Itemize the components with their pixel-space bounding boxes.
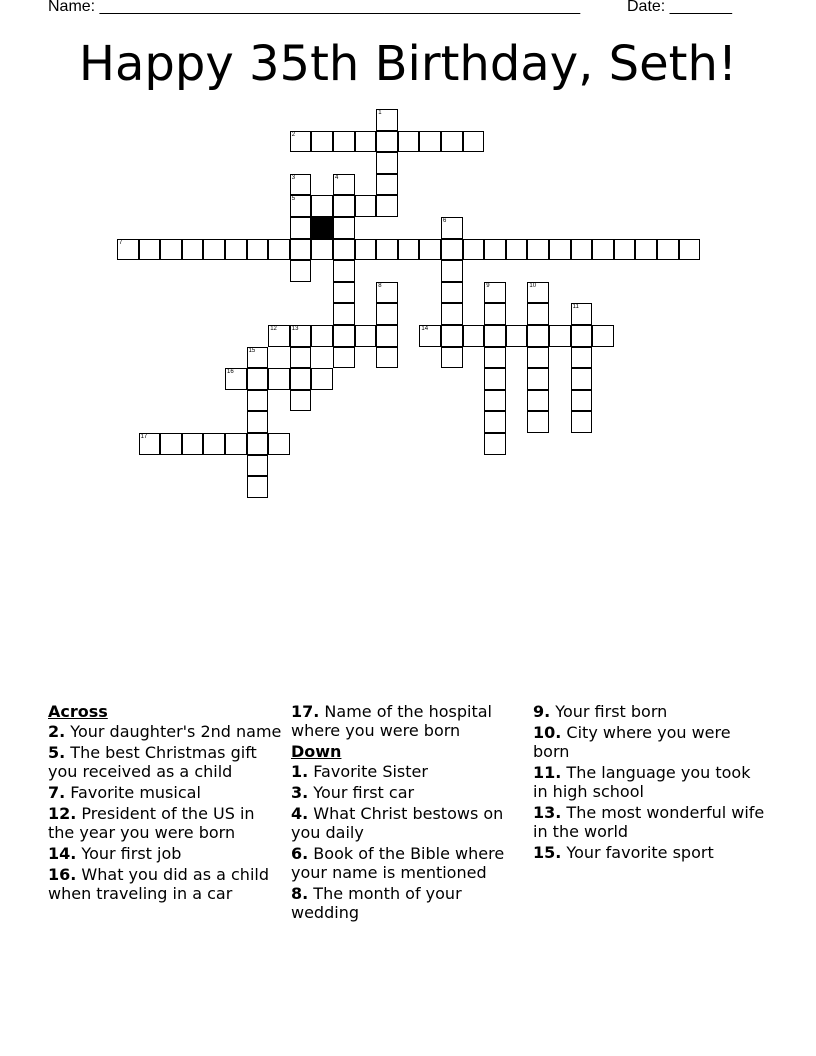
clue-number-label: 9	[486, 282, 490, 289]
grid-cell[interactable]	[376, 152, 398, 174]
clue-text: Your daughter's 2nd name	[65, 722, 282, 741]
grid-cell[interactable]	[441, 347, 463, 369]
across-clue-list-continued	[291, 702, 523, 740]
grid-cell[interactable]	[247, 476, 269, 498]
clue-number: 11.	[533, 763, 562, 782]
grid-cell[interactable]	[441, 282, 463, 304]
clue-column-2	[291, 702, 523, 924]
clue-number: 17.	[291, 702, 320, 721]
grid-cell[interactable]	[333, 195, 355, 217]
clue-item	[291, 702, 523, 740]
grid-cell[interactable]	[571, 239, 593, 261]
grid-cell[interactable]	[527, 239, 549, 261]
grid-cell[interactable]	[441, 303, 463, 325]
grid-cell[interactable]	[290, 195, 312, 217]
clue-text: Book of the Bible where your name is mentioned	[291, 844, 505, 882]
clue-item	[291, 783, 523, 802]
grid-cell[interactable]	[333, 239, 355, 261]
grid-cell[interactable]	[506, 239, 528, 261]
grid-cell[interactable]	[355, 195, 377, 217]
grid-cell[interactable]	[268, 433, 290, 455]
grid-cell[interactable]	[527, 325, 549, 347]
grid-cell[interactable]	[333, 131, 355, 153]
grid-cell[interactable]	[290, 131, 312, 153]
clue-text: Name of the hospital where you were born	[291, 702, 492, 740]
grid-cell[interactable]	[571, 325, 593, 347]
grid-cell[interactable]	[376, 347, 398, 369]
grid-cell[interactable]	[527, 411, 549, 433]
clue-number: 15.	[533, 843, 562, 862]
grid-cell[interactable]	[527, 368, 549, 390]
grid-cell[interactable]	[311, 325, 333, 347]
grid-cell[interactable]	[463, 131, 485, 153]
grid-cell[interactable]	[355, 239, 377, 261]
grid-cell[interactable]	[549, 325, 571, 347]
clue-number-label: 5	[291, 196, 296, 203]
grid-cell[interactable]	[355, 325, 377, 347]
down-clue-list	[291, 762, 523, 922]
grid-cell[interactable]	[117, 239, 139, 261]
grid-cell[interactable]	[376, 325, 398, 347]
clue-number-label: 14	[421, 326, 429, 332]
across-heading: Across	[48, 702, 108, 721]
clue-number: 9.	[533, 702, 551, 721]
grid-cell[interactable]	[441, 325, 463, 347]
grid-cell[interactable]	[160, 239, 182, 261]
grid-cell[interactable]	[311, 195, 333, 217]
clue-number: 3.	[291, 783, 309, 802]
grid-cell[interactable]	[376, 282, 398, 304]
grid-cell[interactable]	[376, 174, 398, 196]
grid-cell[interactable]	[268, 325, 290, 347]
grid-cell[interactable]	[203, 239, 225, 261]
grid-cell[interactable]	[592, 325, 614, 347]
grid-cell[interactable]	[311, 131, 333, 153]
black-square	[311, 217, 333, 239]
grid-cell[interactable]	[635, 239, 657, 261]
grid-cell[interactable]	[614, 239, 636, 261]
down-heading: Down	[291, 742, 342, 761]
grid-cell[interactable]	[441, 239, 463, 261]
clue-text: City where you were born	[533, 723, 731, 761]
grid-cell[interactable]	[182, 239, 204, 261]
grid-cell[interactable]	[484, 390, 506, 412]
grid-cell[interactable]	[225, 239, 247, 261]
clue-item	[291, 844, 523, 882]
grid-cell[interactable]	[549, 239, 571, 261]
grid-cell[interactable]	[398, 239, 420, 261]
grid-cell[interactable]	[333, 347, 355, 369]
clue-number-label: 8	[378, 282, 382, 289]
grid-cell[interactable]	[484, 303, 506, 325]
clue-text: Your favorite sport	[561, 843, 714, 862]
clue-item	[48, 844, 284, 863]
grid-cell[interactable]	[484, 239, 506, 261]
grid-cell[interactable]	[657, 239, 679, 261]
grid-cell[interactable]	[247, 390, 269, 412]
clue-text: President of the US in the year you were born	[48, 804, 255, 842]
grid-cell[interactable]	[139, 433, 161, 455]
grid-cell[interactable]	[592, 239, 614, 261]
grid-cell[interactable]	[355, 131, 377, 153]
clue-number: 7.	[48, 783, 66, 802]
grid-cell[interactable]	[333, 325, 355, 347]
grid-cell[interactable]	[376, 195, 398, 217]
clue-number: 13.	[533, 803, 562, 822]
grid-cell[interactable]	[463, 239, 485, 261]
grid-cell[interactable]	[484, 368, 506, 390]
grid-cell[interactable]	[484, 282, 506, 304]
clue-item	[48, 865, 284, 903]
clue-number: 5.	[48, 743, 66, 762]
grid-cell[interactable]	[333, 217, 355, 239]
clue-text: Favorite musical	[65, 783, 201, 802]
grid-cell[interactable]	[139, 239, 161, 261]
clue-item	[48, 743, 284, 781]
clue-number: 1.	[291, 762, 309, 781]
grid-cell[interactable]	[419, 239, 441, 261]
grid-cell[interactable]	[268, 368, 290, 390]
name-field-label[interactable]: Name: ______________________________________________________	[48, 0, 581, 15]
clue-number-label: 17	[140, 434, 148, 440]
grid-cell[interactable]	[311, 239, 333, 261]
grid-cell[interactable]	[571, 368, 593, 390]
grid-cell[interactable]	[311, 368, 333, 390]
grid-cell[interactable]	[571, 347, 593, 369]
clue-number-label: 6	[443, 218, 447, 224]
clue-text: The language you took in high school	[533, 763, 751, 801]
clue-item	[291, 762, 523, 781]
grid-cell[interactable]	[463, 325, 485, 347]
grid-cell[interactable]	[290, 239, 312, 261]
grid-cell[interactable]	[506, 325, 528, 347]
clue-number: 2.	[48, 722, 66, 741]
grid-cell[interactable]	[290, 325, 312, 347]
grid-cell[interactable]	[376, 239, 398, 261]
grid-cell[interactable]	[290, 174, 312, 196]
page-title: Happy 35th Birthday, Seth!	[78, 36, 738, 92]
grid-cell[interactable]	[268, 239, 290, 261]
grid-cell[interactable]	[571, 411, 593, 433]
grid-cell[interactable]	[484, 347, 506, 369]
clue-number: 16.	[48, 865, 77, 884]
grid-cell[interactable]	[376, 131, 398, 153]
grid-cell[interactable]	[484, 411, 506, 433]
grid-cell[interactable]	[333, 303, 355, 325]
grid-cell[interactable]	[225, 368, 247, 390]
clue-number: 4.	[291, 804, 309, 823]
clue-column-1	[48, 702, 284, 905]
clue-text: Your first job	[76, 844, 182, 863]
grid-cell[interactable]	[203, 433, 225, 455]
clue-number-label: 10	[529, 282, 537, 289]
clue-number: 8.	[291, 884, 309, 903]
clue-item	[533, 723, 769, 761]
grid-cell[interactable]	[441, 260, 463, 282]
grid-cell[interactable]	[247, 347, 269, 369]
clue-number: 12.	[48, 804, 77, 823]
grid-cell[interactable]	[441, 217, 463, 239]
clue-column-3	[533, 702, 769, 864]
clue-number-label: 15	[248, 347, 256, 354]
grid-cell[interactable]	[419, 325, 441, 347]
clue-number-label: 1	[378, 110, 382, 116]
grid-cell[interactable]	[290, 368, 312, 390]
clue-number: 6.	[291, 844, 309, 863]
clue-item	[48, 804, 284, 842]
grid-cell[interactable]	[376, 303, 398, 325]
grid-cell[interactable]	[333, 260, 355, 282]
grid-cell[interactable]	[571, 390, 593, 412]
grid-cell[interactable]	[484, 433, 506, 455]
clue-number-label: 13	[291, 326, 299, 332]
grid-cell[interactable]	[527, 347, 549, 369]
grid-cell[interactable]	[679, 239, 701, 261]
clue-number-label: 3	[291, 174, 296, 181]
grid-cell[interactable]	[419, 131, 441, 153]
clue-item	[48, 722, 284, 741]
grid-cell[interactable]	[247, 411, 269, 433]
clue-text: The best Christmas gift you received as a child	[48, 743, 257, 781]
clue-item	[291, 804, 523, 842]
clue-number-label: 4	[335, 174, 339, 181]
clue-text: Favorite Sister	[308, 762, 428, 781]
clue-number-label: 2	[291, 131, 296, 138]
down-clue-list-continued	[533, 702, 769, 862]
grid-cell[interactable]	[398, 131, 420, 153]
grid-cell[interactable]	[247, 455, 269, 477]
grid-cell[interactable]	[247, 239, 269, 261]
grid-cell[interactable]	[333, 282, 355, 304]
grid-cell[interactable]	[290, 217, 312, 239]
grid-cell[interactable]	[290, 390, 312, 412]
clue-item	[48, 783, 284, 802]
crossword-grid	[0, 0, 816, 500]
across-clue-list	[48, 722, 284, 903]
grid-cell[interactable]	[333, 174, 355, 196]
clue-item	[291, 884, 523, 922]
clue-number: 14.	[48, 844, 77, 863]
clue-number: 10.	[533, 723, 562, 742]
clue-text: Your first car	[308, 783, 415, 802]
grid-cell[interactable]	[484, 325, 506, 347]
clue-text: What Christ bestows on you daily	[291, 804, 504, 842]
grid-cell[interactable]	[527, 390, 549, 412]
clue-text: Your first born	[550, 702, 668, 721]
clue-number-label: 7	[119, 239, 123, 246]
clue-text: The most wonderful wife in the world	[533, 803, 765, 841]
clue-number-label: 11	[572, 304, 579, 311]
grid-cell[interactable]	[441, 131, 463, 153]
grid-cell[interactable]	[290, 347, 312, 369]
grid-cell[interactable]	[247, 368, 269, 390]
clue-item	[533, 843, 769, 862]
grid-cell[interactable]	[571, 303, 593, 325]
grid-cell[interactable]	[225, 433, 247, 455]
clue-text: What you did as a child when traveling in a car	[48, 865, 269, 903]
clue-item	[533, 803, 769, 841]
clue-number-label: 12	[270, 326, 277, 332]
grid-cell[interactable]	[527, 282, 549, 304]
clue-text: The month of your wedding	[291, 884, 462, 922]
grid-cell[interactable]	[182, 433, 204, 455]
grid-cell[interactable]	[527, 303, 549, 325]
clue-number-label: 16	[227, 369, 234, 376]
grid-cell[interactable]	[376, 109, 398, 131]
clue-item	[533, 702, 769, 721]
grid-cell[interactable]	[160, 433, 182, 455]
grid-cell[interactable]	[290, 260, 312, 282]
grid-cell[interactable]	[247, 433, 269, 455]
date-field-label[interactable]: Date: _______	[627, 0, 732, 15]
clue-item	[533, 763, 769, 801]
